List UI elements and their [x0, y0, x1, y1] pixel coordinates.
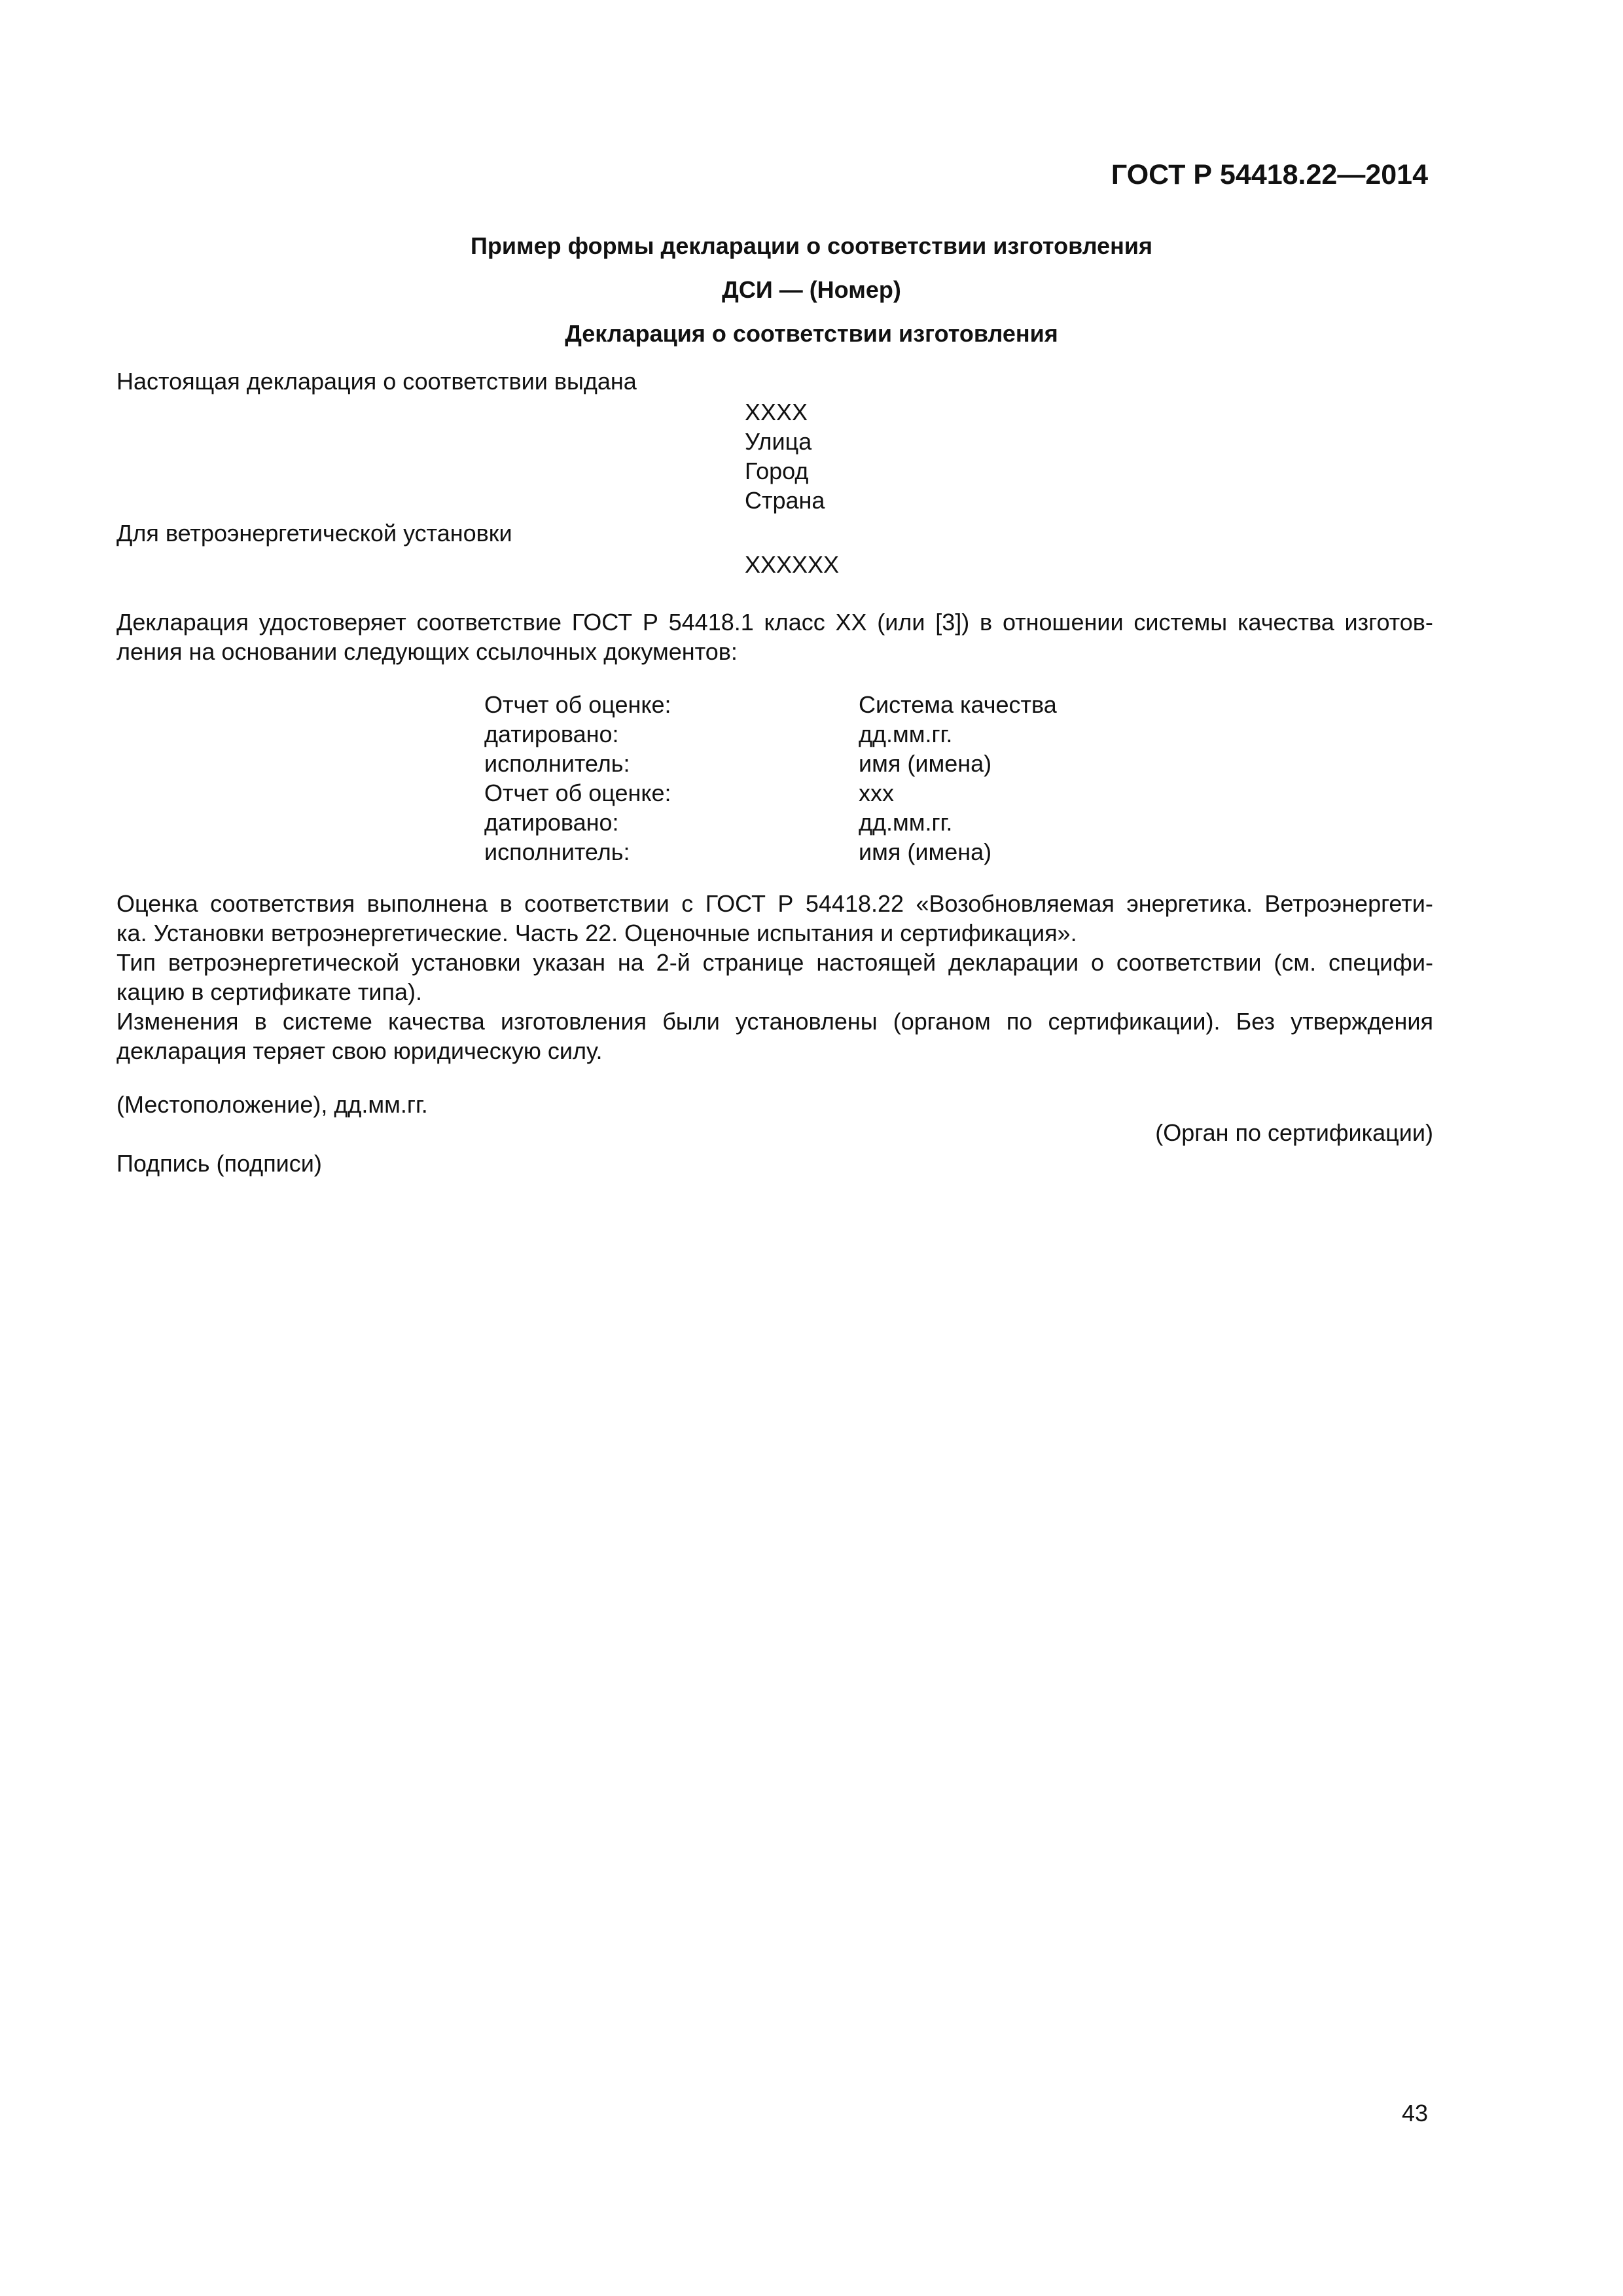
- assessment-line: ка. Установки ветроэнергетические. Часть 22. Оценочные испытания и сертификация».: [116, 920, 1077, 946]
- address-line-country: Страна: [745, 487, 825, 514]
- reference-row: [484, 778, 1057, 808]
- reference-documents-table: [484, 690, 1057, 867]
- assessment-line: Изменения в системе качества изготовления были установлены (органом по сертификации). Без утверждения: [116, 1008, 1433, 1035]
- declaration-paragraph: [116, 607, 1433, 666]
- assessment-line: кацию в сертификате типа).: [116, 978, 422, 1005]
- reference-label: датировано:: [484, 721, 619, 747]
- reference-row: [484, 690, 1057, 719]
- reference-row: [484, 749, 1057, 778]
- signature-label: Подпись (подписи): [116, 1150, 322, 1177]
- reference-label: исполнитель:: [484, 838, 630, 865]
- reference-label: исполнитель:: [484, 750, 630, 777]
- reference-label: датировано:: [484, 809, 619, 836]
- form-title: Пример формы декларации о соответствии изготовления: [470, 232, 1153, 259]
- reference-row: [484, 719, 1057, 749]
- reference-value: дд.мм.гг.: [859, 809, 953, 836]
- issued-label: Настоящая декларация о соответствии выдана: [116, 368, 637, 395]
- declaration-heading: Декларация о соответствии изготовления: [565, 320, 1058, 347]
- reference-row: [484, 837, 1057, 867]
- reference-value: имя (имена): [859, 838, 992, 865]
- address-block: [745, 397, 825, 515]
- form-number: ДСИ — (Номер): [722, 276, 901, 303]
- reference-value: xxx: [859, 780, 894, 806]
- reference-value: имя (имена): [859, 750, 992, 777]
- document-code-header: ГОСТ Р 54418.22—2014: [1111, 159, 1428, 190]
- reference-label: Отчет об оценке:: [484, 780, 671, 806]
- assessment-paragraph: [116, 889, 1433, 1066]
- turbine-label: Для ветроэнергетической установки: [116, 520, 512, 547]
- declaration-line: ления на основании следующих ссылочных документов:: [116, 638, 738, 665]
- certification-body: (Орган по сертификации): [1155, 1119, 1433, 1146]
- assessment-line: Оценка соответствия выполнена в соответствии с ГОСТ Р 54418.22 «Возобновляемая энергетика. Ветроэнергети-: [116, 890, 1433, 917]
- address-line-city: Город: [745, 457, 809, 484]
- reference-row: [484, 808, 1057, 837]
- reference-label: Отчет об оценке:: [484, 691, 671, 718]
- reference-value: дд.мм.гг.: [859, 721, 953, 747]
- reference-value: Система качества: [859, 691, 1057, 718]
- address-line-street: Улица: [745, 428, 812, 455]
- address-line-name: XXXX: [745, 399, 808, 425]
- assessment-line: Тип ветроэнергетической установки указан на 2-й странице настоящей декларации о соответствии (см. специфи-: [116, 949, 1433, 976]
- assessment-line: декларация теряет свою юридическую силу.: [116, 1037, 603, 1064]
- declaration-line: Декларация удостоверяет соответствие ГОСТ Р 54418.1 класс XX (или [3]) в отношении системы качества изготов-: [116, 609, 1433, 636]
- location-date: (Местоположение), дд.мм.гг.: [116, 1091, 428, 1118]
- turbine-value: XXXXXX: [745, 551, 840, 578]
- page-number: 43: [1401, 2100, 1428, 2126]
